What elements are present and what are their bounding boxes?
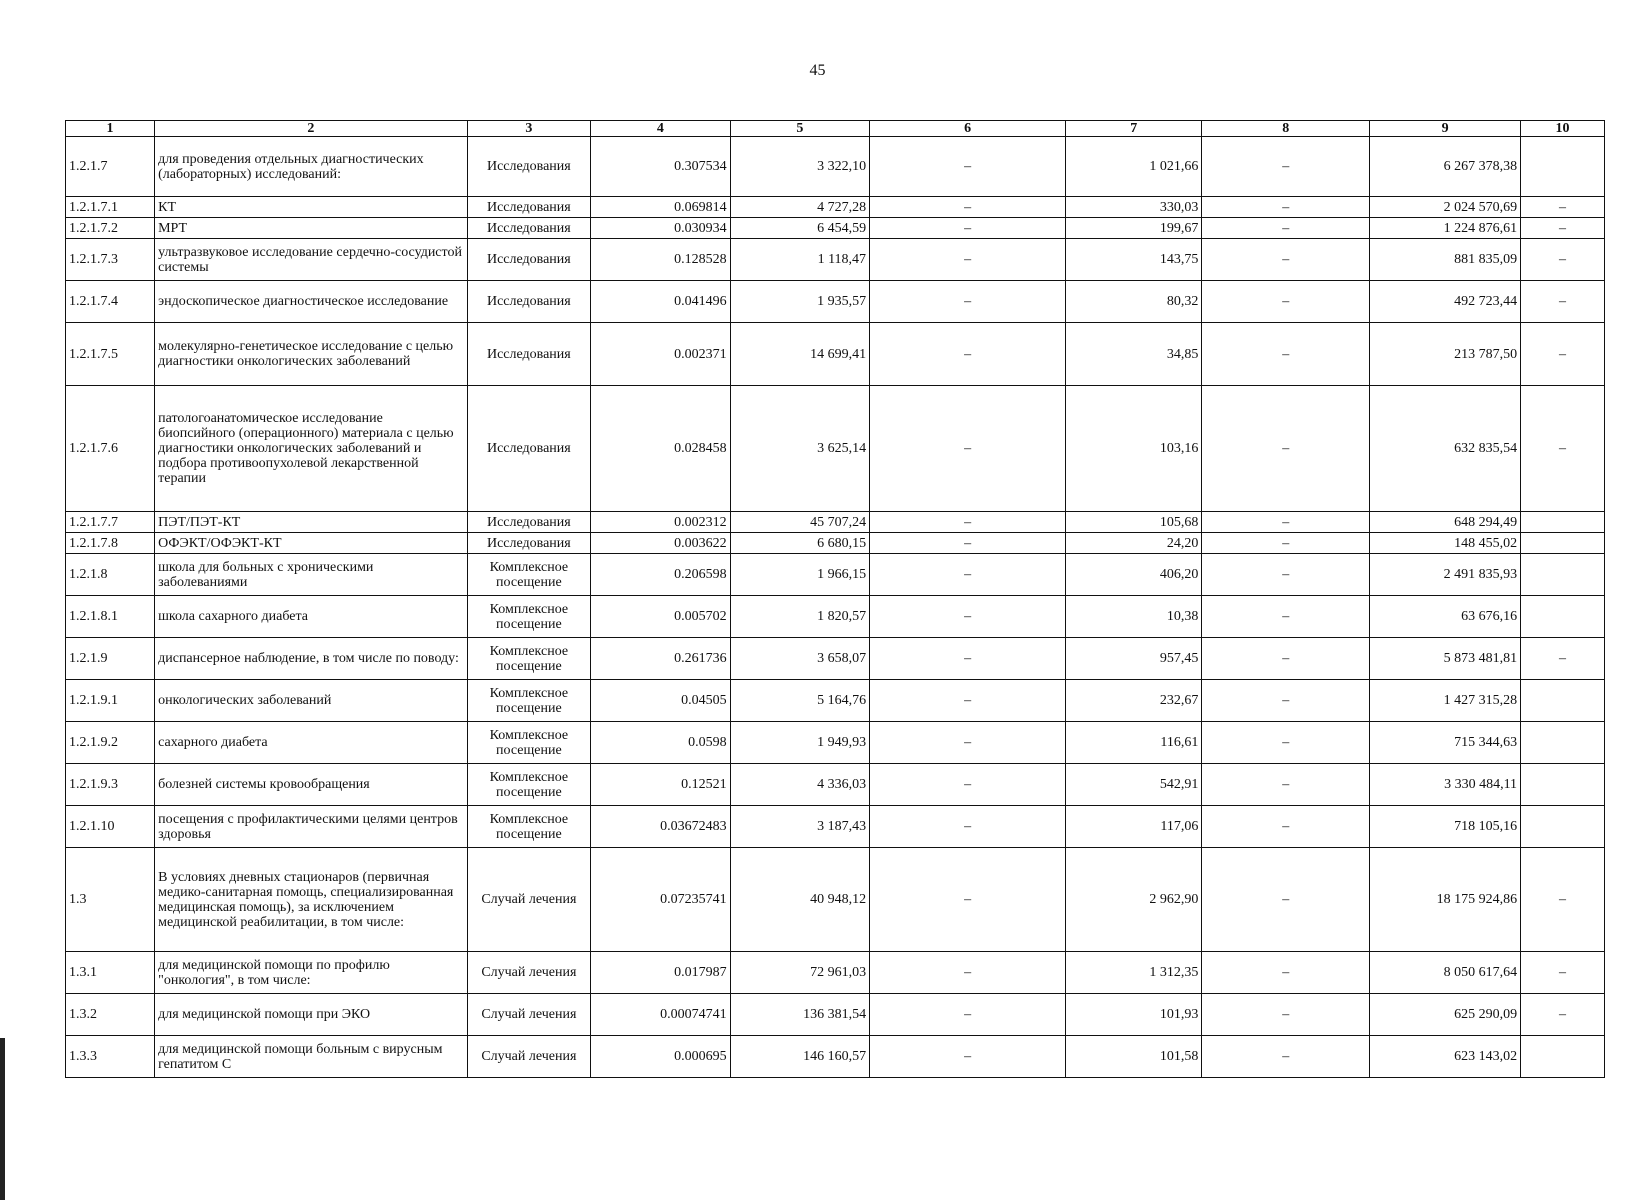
row-col6: – <box>870 554 1066 596</box>
table-row <box>66 638 1605 680</box>
row-col9: 63 676,16 <box>1370 596 1521 638</box>
row-col6: – <box>870 994 1066 1036</box>
row-col4: 0.12521 <box>591 764 730 806</box>
row-name: ОФЭКТ/ОФЭКТ-КТ <box>155 533 467 554</box>
row-col7: 34,85 <box>1066 323 1202 386</box>
row-unit: Комплексное посещение <box>467 722 591 764</box>
row-name: диспансерное наблюдение, в том числе по поводу: <box>155 638 467 680</box>
row-col7: 232,67 <box>1066 680 1202 722</box>
row-name: школа сахарного диабета <box>155 596 467 638</box>
row-col5: 1 949,93 <box>730 722 869 764</box>
row-col5: 3 625,14 <box>730 386 869 512</box>
row-col4: 0.128528 <box>591 239 730 281</box>
table-row <box>66 218 1605 239</box>
row-col9: 2 491 835,93 <box>1370 554 1521 596</box>
col-header: 7 <box>1066 121 1202 137</box>
row-col4: 0.005702 <box>591 596 730 638</box>
row-unit: Исследования <box>467 533 591 554</box>
row-col10: – <box>1521 218 1605 239</box>
row-col5: 45 707,24 <box>730 512 869 533</box>
table-row <box>66 137 1605 197</box>
row-code: 1.2.1.9 <box>66 638 155 680</box>
row-col4: 0.00074741 <box>591 994 730 1036</box>
row-unit: Исследования <box>467 512 591 533</box>
row-col8: – <box>1202 638 1370 680</box>
row-col5: 4 336,03 <box>730 764 869 806</box>
row-col8: – <box>1202 764 1370 806</box>
table-row <box>66 554 1605 596</box>
row-col8: – <box>1202 137 1370 197</box>
table-row <box>66 197 1605 218</box>
row-name: ПЭТ/ПЭТ-КТ <box>155 512 467 533</box>
table-row <box>66 680 1605 722</box>
row-col9: 492 723,44 <box>1370 281 1521 323</box>
row-col5: 6 680,15 <box>730 533 869 554</box>
row-code: 1.2.1.8 <box>66 554 155 596</box>
row-col6: – <box>870 1036 1066 1078</box>
data-table <box>65 120 1605 1078</box>
row-col5: 3 187,43 <box>730 806 869 848</box>
col-header: 9 <box>1370 121 1521 137</box>
row-col8: – <box>1202 952 1370 994</box>
row-col10 <box>1521 1036 1605 1078</box>
row-col9: 625 290,09 <box>1370 994 1521 1036</box>
row-col9: 6 267 378,38 <box>1370 137 1521 197</box>
col-header: 10 <box>1521 121 1605 137</box>
row-code: 1.2.1.7.7 <box>66 512 155 533</box>
row-unit: Исследования <box>467 197 591 218</box>
row-col4: 0.069814 <box>591 197 730 218</box>
row-unit: Исследования <box>467 323 591 386</box>
table-row <box>66 596 1605 638</box>
row-col5: 146 160,57 <box>730 1036 869 1078</box>
row-col4: 0.002312 <box>591 512 730 533</box>
row-col9: 632 835,54 <box>1370 386 1521 512</box>
row-col8: – <box>1202 512 1370 533</box>
row-name: ультразвуковое исследование сердечно-сосудистой системы <box>155 239 467 281</box>
row-code: 1.2.1.7.4 <box>66 281 155 323</box>
row-code: 1.3.1 <box>66 952 155 994</box>
row-name: патологоанатомическое исследование биопсийного (операционного) материала с целью диагностики онкологических заболеваний и подбора противоопухолевой лекарственной терапии <box>155 386 467 512</box>
row-col6: – <box>870 239 1066 281</box>
row-name: КТ <box>155 197 467 218</box>
row-col9: 881 835,09 <box>1370 239 1521 281</box>
row-col5: 3 322,10 <box>730 137 869 197</box>
row-col4: 0.028458 <box>591 386 730 512</box>
row-col7: 1 021,66 <box>1066 137 1202 197</box>
row-col6: – <box>870 533 1066 554</box>
row-col7: 406,20 <box>1066 554 1202 596</box>
row-col9: 8 050 617,64 <box>1370 952 1521 994</box>
row-col10 <box>1521 722 1605 764</box>
row-code: 1.2.1.7 <box>66 137 155 197</box>
table-row <box>66 764 1605 806</box>
row-code: 1.3.2 <box>66 994 155 1036</box>
row-col8: – <box>1202 323 1370 386</box>
row-col7: 199,67 <box>1066 218 1202 239</box>
row-name: для медицинской помощи при ЭКО <box>155 994 467 1036</box>
row-col5: 40 948,12 <box>730 848 869 952</box>
row-col6: – <box>870 806 1066 848</box>
row-col10 <box>1521 680 1605 722</box>
col-header: 5 <box>730 121 869 137</box>
table-row <box>66 281 1605 323</box>
row-col5: 1 935,57 <box>730 281 869 323</box>
row-col9: 148 455,02 <box>1370 533 1521 554</box>
row-col4: 0.017987 <box>591 952 730 994</box>
row-col10 <box>1521 764 1605 806</box>
row-col4: 0.261736 <box>591 638 730 680</box>
row-col7: 24,20 <box>1066 533 1202 554</box>
table-row <box>66 239 1605 281</box>
col-header: 2 <box>155 121 467 137</box>
row-col5: 3 658,07 <box>730 638 869 680</box>
row-col6: – <box>870 638 1066 680</box>
row-code: 1.2.1.10 <box>66 806 155 848</box>
row-name: посещения с профилактическими целями центров здоровья <box>155 806 467 848</box>
row-col8: – <box>1202 806 1370 848</box>
row-col7: 101,93 <box>1066 994 1202 1036</box>
row-col9: 715 344,63 <box>1370 722 1521 764</box>
row-unit: Комплексное посещение <box>467 596 591 638</box>
row-col5: 5 164,76 <box>730 680 869 722</box>
header-row <box>66 121 1605 137</box>
row-name: молекулярно-генетическое исследование с целью диагностики онкологических заболеваний <box>155 323 467 386</box>
row-unit: Случай лечения <box>467 848 591 952</box>
row-col8: – <box>1202 680 1370 722</box>
row-col8: – <box>1202 994 1370 1036</box>
row-col9: 648 294,49 <box>1370 512 1521 533</box>
table-row <box>66 512 1605 533</box>
row-name: МРТ <box>155 218 467 239</box>
row-code: 1.2.1.7.2 <box>66 218 155 239</box>
row-unit: Комплексное посещение <box>467 764 591 806</box>
row-col6: – <box>870 848 1066 952</box>
row-col7: 10,38 <box>1066 596 1202 638</box>
row-code: 1.2.1.9.1 <box>66 680 155 722</box>
row-name: онкологических заболеваний <box>155 680 467 722</box>
row-col8: – <box>1202 218 1370 239</box>
row-col8: – <box>1202 848 1370 952</box>
row-unit: Исследования <box>467 281 591 323</box>
row-unit: Случай лечения <box>467 994 591 1036</box>
row-col9: 213 787,50 <box>1370 323 1521 386</box>
row-name: В условиях дневных стационаров (первичная медико-санитарная помощь, специализированная медицинская помощь), за исключением медицинской реабилитации, в том числе: <box>155 848 467 952</box>
row-col9: 718 105,16 <box>1370 806 1521 848</box>
row-col5: 6 454,59 <box>730 218 869 239</box>
row-col9: 623 143,02 <box>1370 1036 1521 1078</box>
row-col10: – <box>1521 994 1605 1036</box>
row-col5: 72 961,03 <box>730 952 869 994</box>
row-unit: Исследования <box>467 386 591 512</box>
table-row <box>66 722 1605 764</box>
row-col9: 2 024 570,69 <box>1370 197 1521 218</box>
table-body <box>66 137 1605 1078</box>
row-unit: Комплексное посещение <box>467 554 591 596</box>
row-col7: 117,06 <box>1066 806 1202 848</box>
row-code: 1.2.1.7.3 <box>66 239 155 281</box>
row-col4: 0.000695 <box>591 1036 730 1078</box>
row-code: 1.2.1.8.1 <box>66 596 155 638</box>
row-code: 1.2.1.7.5 <box>66 323 155 386</box>
row-col5: 1 820,57 <box>730 596 869 638</box>
row-col7: 143,75 <box>1066 239 1202 281</box>
row-col7: 542,91 <box>1066 764 1202 806</box>
row-col8: – <box>1202 239 1370 281</box>
row-col6: – <box>870 596 1066 638</box>
row-code: 1.2.1.9.3 <box>66 764 155 806</box>
row-col7: 330,03 <box>1066 197 1202 218</box>
row-col8: – <box>1202 596 1370 638</box>
row-code: 1.3 <box>66 848 155 952</box>
row-col8: – <box>1202 197 1370 218</box>
row-col5: 4 727,28 <box>730 197 869 218</box>
row-col7: 80,32 <box>1066 281 1202 323</box>
row-col4: 0.03672483 <box>591 806 730 848</box>
row-col5: 1 118,47 <box>730 239 869 281</box>
row-col10 <box>1521 512 1605 533</box>
row-col10: – <box>1521 952 1605 994</box>
table-row <box>66 386 1605 512</box>
row-col4: 0.04505 <box>591 680 730 722</box>
col-header: 4 <box>591 121 730 137</box>
row-col6: – <box>870 137 1066 197</box>
row-name: школа для больных с хроническими заболеваниями <box>155 554 467 596</box>
table-row <box>66 1036 1605 1078</box>
row-col8: – <box>1202 281 1370 323</box>
row-col10 <box>1521 137 1605 197</box>
row-col6: – <box>870 764 1066 806</box>
row-col7: 101,58 <box>1066 1036 1202 1078</box>
row-name: для медицинской помощи больным с вирусным гепатитом С <box>155 1036 467 1078</box>
row-unit: Случай лечения <box>467 952 591 994</box>
row-col10: – <box>1521 197 1605 218</box>
row-col6: – <box>870 952 1066 994</box>
page-number: 45 <box>809 62 826 79</box>
row-code: 1.3.3 <box>66 1036 155 1078</box>
row-unit: Исследования <box>467 218 591 239</box>
row-col4: 0.206598 <box>591 554 730 596</box>
row-col10 <box>1521 806 1605 848</box>
row-col4: 0.041496 <box>591 281 730 323</box>
row-unit: Исследования <box>467 239 591 281</box>
row-code: 1.2.1.7.8 <box>66 533 155 554</box>
row-col10: – <box>1521 638 1605 680</box>
row-col10 <box>1521 596 1605 638</box>
col-header: 1 <box>66 121 155 137</box>
row-col9: 3 330 484,11 <box>1370 764 1521 806</box>
row-unit: Комплексное посещение <box>467 806 591 848</box>
row-unit: Случай лечения <box>467 1036 591 1078</box>
row-name: для медицинской помощи по профилю "онкология", в том числе: <box>155 952 467 994</box>
row-col7: 2 962,90 <box>1066 848 1202 952</box>
row-col10 <box>1521 554 1605 596</box>
row-col7: 105,68 <box>1066 512 1202 533</box>
row-col10 <box>1521 533 1605 554</box>
col-header: 8 <box>1202 121 1370 137</box>
table-row <box>66 533 1605 554</box>
row-col9: 1 427 315,28 <box>1370 680 1521 722</box>
row-col10: – <box>1521 281 1605 323</box>
row-col10: – <box>1521 323 1605 386</box>
row-col6: – <box>870 281 1066 323</box>
row-col4: 0.307534 <box>591 137 730 197</box>
row-col9: 5 873 481,81 <box>1370 638 1521 680</box>
row-col10: – <box>1521 386 1605 512</box>
row-unit: Комплексное посещение <box>467 638 591 680</box>
row-code: 1.2.1.7.6 <box>66 386 155 512</box>
row-col6: – <box>870 218 1066 239</box>
row-col5: 14 699,41 <box>730 323 869 386</box>
scan-edge <box>0 1038 5 1200</box>
col-header: 3 <box>467 121 591 137</box>
row-unit: Комплексное посещение <box>467 680 591 722</box>
row-col9: 1 224 876,61 <box>1370 218 1521 239</box>
table-row <box>66 848 1605 952</box>
row-col6: – <box>870 197 1066 218</box>
row-col4: 0.07235741 <box>591 848 730 952</box>
row-col10: – <box>1521 239 1605 281</box>
row-name: болезней системы кровообращения <box>155 764 467 806</box>
row-col4: 0.0598 <box>591 722 730 764</box>
row-col6: – <box>870 722 1066 764</box>
row-code: 1.2.1.7.1 <box>66 197 155 218</box>
row-col4: 0.002371 <box>591 323 730 386</box>
col-header: 6 <box>870 121 1066 137</box>
table-row <box>66 994 1605 1036</box>
row-col8: – <box>1202 533 1370 554</box>
row-name: эндоскопическое диагностическое исследование <box>155 281 467 323</box>
row-name: для проведения отдельных диагностических (лабораторных) исследований: <box>155 137 467 197</box>
row-col8: – <box>1202 1036 1370 1078</box>
row-col10: – <box>1521 848 1605 952</box>
row-col6: – <box>870 680 1066 722</box>
row-col4: 0.030934 <box>591 218 730 239</box>
row-col7: 116,61 <box>1066 722 1202 764</box>
row-code: 1.2.1.9.2 <box>66 722 155 764</box>
row-name: сахарного диабета <box>155 722 467 764</box>
table-row <box>66 323 1605 386</box>
row-col6: – <box>870 386 1066 512</box>
table-row <box>66 952 1605 994</box>
row-col4: 0.003622 <box>591 533 730 554</box>
row-unit: Исследования <box>467 137 591 197</box>
row-col6: – <box>870 512 1066 533</box>
row-col8: – <box>1202 386 1370 512</box>
row-col7: 957,45 <box>1066 638 1202 680</box>
row-col7: 1 312,35 <box>1066 952 1202 994</box>
row-col9: 18 175 924,86 <box>1370 848 1521 952</box>
row-col5: 1 966,15 <box>730 554 869 596</box>
row-col5: 136 381,54 <box>730 994 869 1036</box>
row-col6: – <box>870 323 1066 386</box>
table-row <box>66 806 1605 848</box>
row-col8: – <box>1202 722 1370 764</box>
row-col7: 103,16 <box>1066 386 1202 512</box>
row-col8: – <box>1202 554 1370 596</box>
